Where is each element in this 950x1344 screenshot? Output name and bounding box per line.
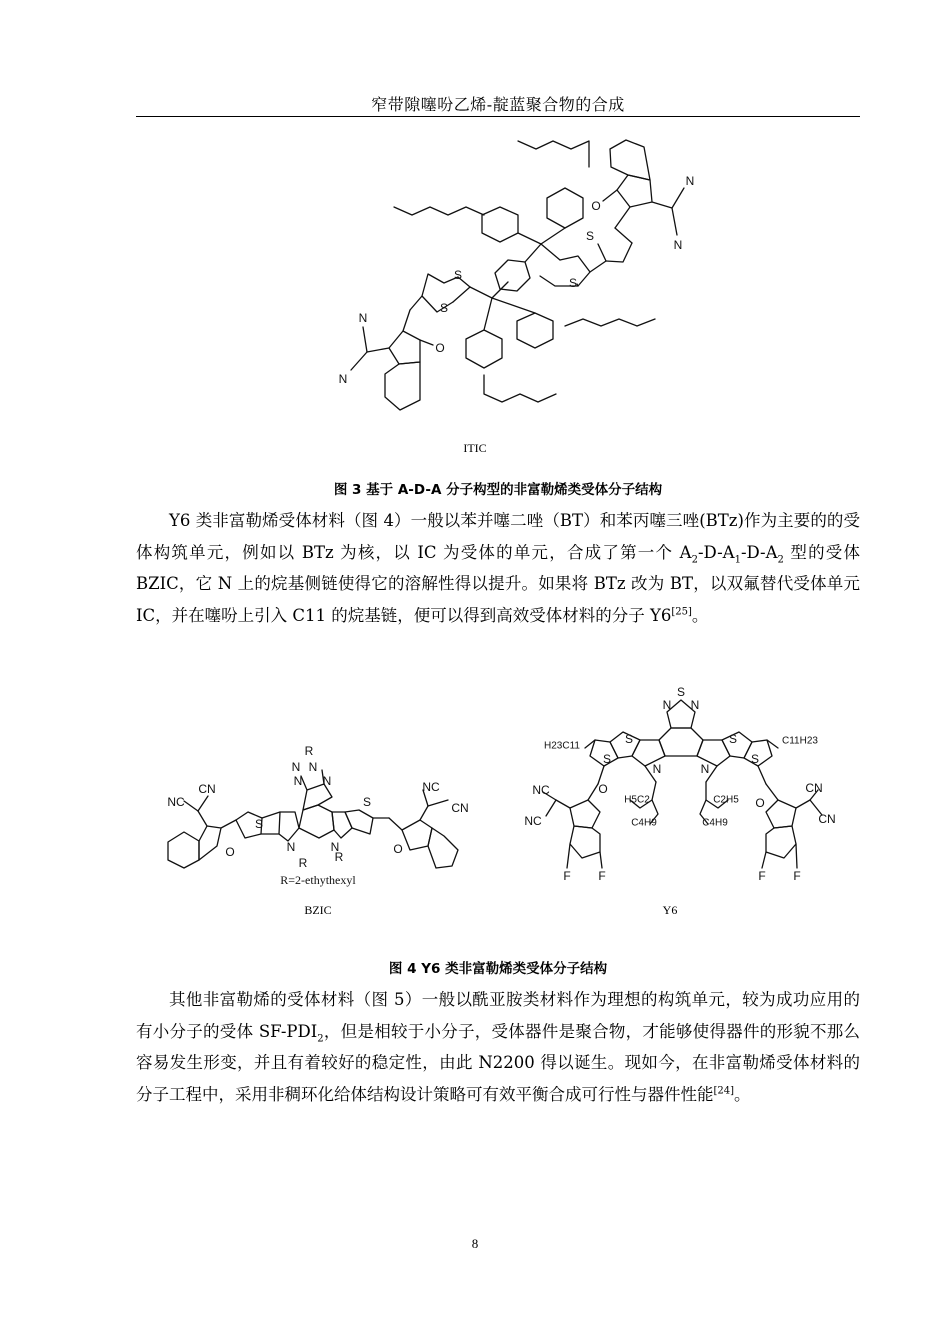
y6-atom-cn: CN [818, 812, 836, 827]
header-rule [136, 116, 860, 117]
bzic-atom-nc: NC [422, 780, 440, 795]
y6-atom-o: O [598, 782, 608, 797]
y6-atom-nc: NC [532, 783, 550, 798]
itic-phenyl-ring [517, 313, 553, 348]
itic-atom-s: S [453, 268, 463, 283]
y6-atom-cn: CN [805, 781, 823, 796]
itic-chain [565, 319, 655, 326]
y6-atom-f: F [793, 869, 801, 884]
bzic-r-label: R [334, 850, 344, 865]
y6-atom-nc: NC [524, 814, 542, 829]
bzic-atom-o: O [225, 845, 235, 860]
y6-c2h5-left: H5C2 [624, 794, 650, 806]
itic-atom-s: S [568, 276, 578, 291]
itic-atom-s: S [439, 301, 449, 316]
bzic-atom-n: N [286, 840, 296, 855]
bzic-r-label: R [298, 856, 308, 871]
bzic-atom-n: N [291, 760, 301, 775]
itic-atom-s: S [585, 229, 595, 244]
y6-atom-s: S [750, 752, 760, 767]
bzic-label: BZIC [304, 903, 332, 917]
paragraph-y6-acceptors: Y6 类非富勒烯受体材料（图 4）一般以苯并噻二唑（BT）和苯丙噻三唑(BTz)作为主要的的受体构筑单元，例如以 BTz 为核，以 IC 为受体的单元，合成了第一个 $A_2-D-A_1-D-A_2$ 型的受体 BZIC，它 N 上的烷基侧链使得它的溶解性得以提升。如果将 BTz 改为 BT，以双氟替代受体单元 IC，并在噻吩上引入 C11 的烷基链，便可以得到高效受体材料的分子 Y6[25]。 [136, 511, 861, 625]
y6-structure [520, 685, 850, 890]
bzic-atom-cn: CN [198, 782, 216, 797]
y6-label: Y6 [662, 903, 678, 917]
bzic-atom-s: S [254, 817, 264, 832]
y6-atom-f: F [598, 869, 606, 884]
y6-atom-s: S [602, 752, 612, 767]
bzic-atom-n: N [322, 774, 332, 789]
y6-atom-n: N [662, 698, 672, 713]
y6-atom-n: N [700, 762, 710, 777]
itic-chain [518, 141, 589, 167]
y6-c2h5-right: C2H5 [713, 794, 739, 806]
itic-ic-five-ring [389, 331, 420, 364]
bzic-atom-n: N [330, 840, 340, 855]
itic-atom-o: O [591, 199, 601, 214]
y6-c11-right: C11H23 [782, 735, 818, 747]
y6-atom-s: S [728, 732, 738, 747]
itic-label: ITIC [463, 441, 487, 455]
itic-core-benzene [495, 260, 530, 291]
bzic-atom-nc: NC [167, 795, 185, 810]
citation: [25] [671, 606, 692, 617]
running-header: 窄带隙噻吩乙烯-靛蓝聚合物的合成 [371, 95, 625, 114]
bzic-atom-n: N [293, 774, 303, 789]
bzic-r-note: R=2-ethythexyl [280, 872, 356, 887]
bzic-atom-n: N [308, 760, 318, 775]
y6-atom-f: F [758, 869, 766, 884]
itic-atom-n: N [358, 311, 368, 326]
y6-c4h9: C4H9 [702, 817, 728, 829]
figure3-caption: 图 3 基于 A-D-A 分子构型的非富勒烯类受体分子结构 [333, 482, 663, 498]
itic-phenyl-ring [547, 188, 583, 228]
y6-atom-s: S [624, 732, 634, 747]
itic-chain [484, 375, 556, 402]
itic-ic-benzene [385, 362, 420, 410]
paragraph-other-acceptors: 其他非富勒烯的受体材料（图 5）一般以酰亚胺类材料作为理想的构筑单元，较为成功应用的有小分子的受体 $SF-PDI_2$，但是相较于小分子，受体器件是聚合物，才能够使得器件的形貌不那么容易发生形变，并且有着较好的稳定性，由此 N2200 得以诞生。现如今，在非富勒烯受体材料的分子工程中，采用非稠环化给体结构设计策略可有效平衡合成可行性与器件性能[24]。 [136, 990, 861, 1104]
page-number: 8 [471, 1236, 479, 1251]
itic-structure [320, 135, 710, 435]
y6-atom-n: N [652, 762, 662, 777]
y6-atom-o: O [755, 796, 765, 811]
y6-c4h9: C4H9 [631, 817, 657, 829]
itic-atom-n: N [338, 372, 348, 387]
bzic-structure [158, 740, 473, 890]
bzic-r-label: R [304, 744, 314, 759]
itic-phenyl-ring [466, 330, 502, 368]
itic-atom-n: N [673, 238, 683, 253]
itic-atom-o: O [435, 341, 445, 356]
bzic-atom-cn: CN [451, 801, 469, 816]
bzic-atom-o: O [393, 842, 403, 857]
y6-c11-left: H23C11 [544, 740, 580, 752]
figure4-caption: 图 4 Y6 类非富勒烯类受体分子结构 [388, 961, 608, 977]
y6-atom-f: F [563, 869, 571, 884]
itic-ic-benzene [610, 140, 650, 180]
y6-atom-s: S [676, 685, 686, 700]
citation: [24] [713, 1085, 735, 1096]
itic-phenyl-ring [482, 207, 518, 242]
bzic-atom-s: S [362, 795, 372, 810]
itic-atom-n: N [685, 174, 695, 189]
itic-chain [394, 207, 484, 215]
y6-atom-n: N [690, 698, 700, 713]
